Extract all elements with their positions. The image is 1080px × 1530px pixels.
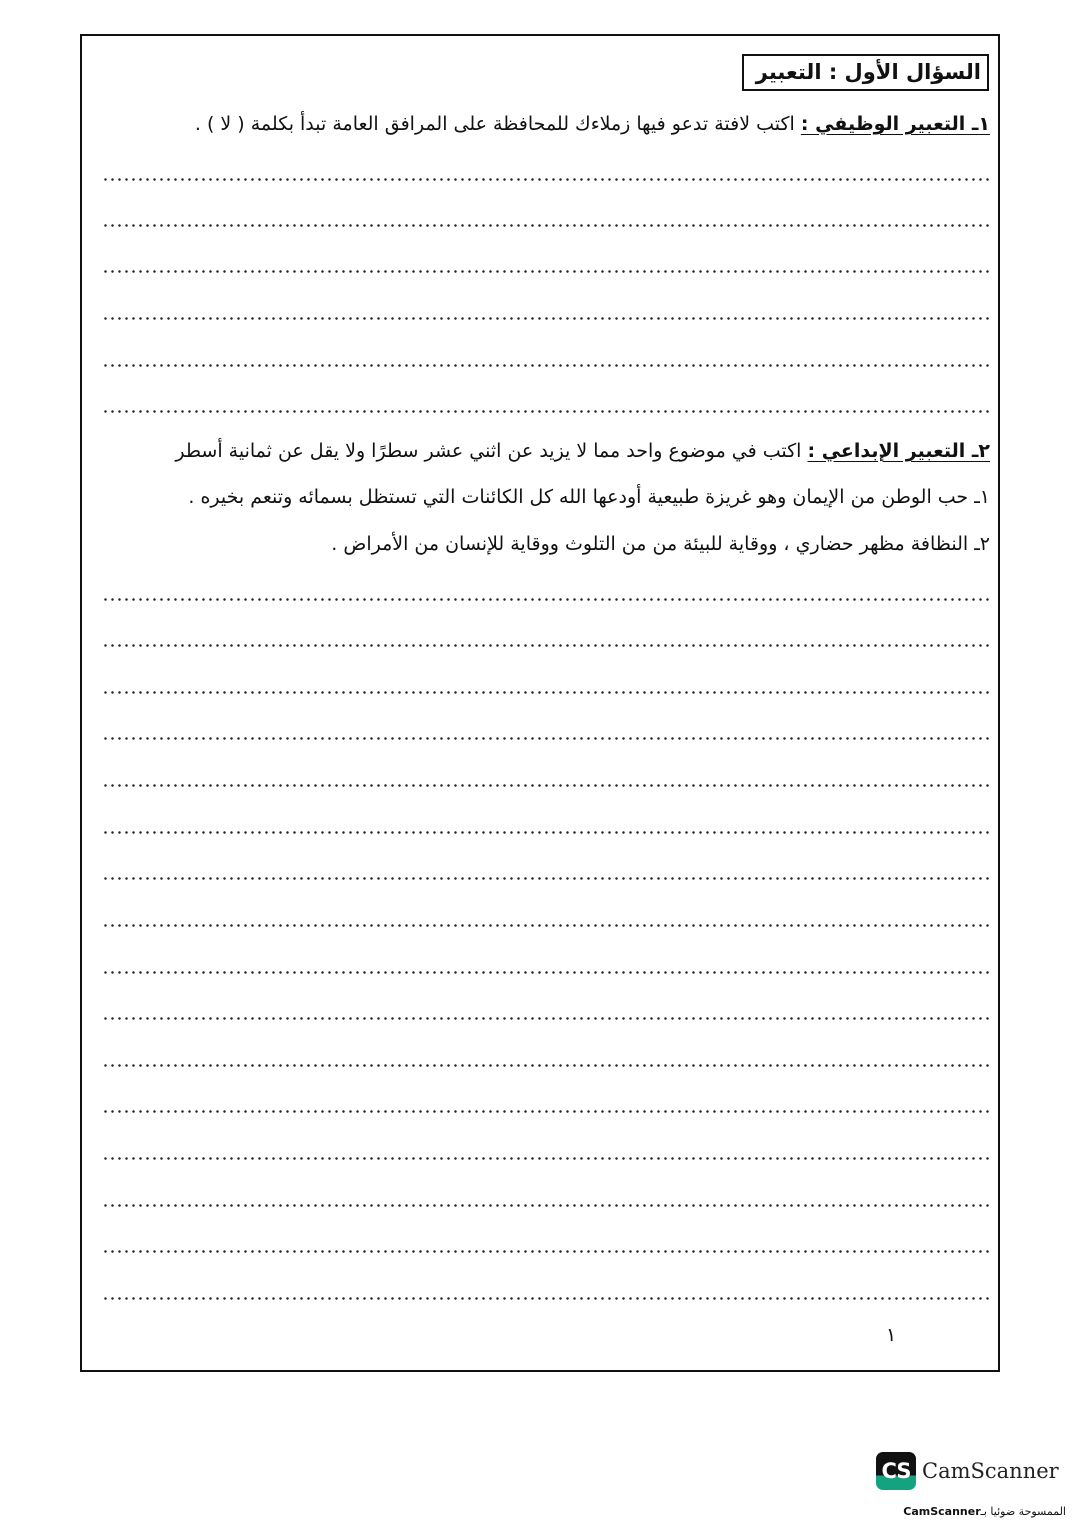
answer-line[interactable] — [102, 1204, 990, 1207]
scanned-prefix: الممسوحة ضوئيا بـ — [980, 1505, 1066, 1518]
answer-line[interactable] — [102, 270, 990, 273]
answer-line[interactable] — [102, 1110, 990, 1113]
answer-line[interactable] — [102, 691, 990, 694]
scanned-brand: CamScanner — [903, 1505, 981, 1518]
section2-instruction: اكتب في موضوع واحد مما لا يزيد عن اثني عشر سطرًا ولا يقل عن ثمانية أسطر — [175, 440, 802, 462]
topic-item: ٢ـ النظافة مظهر حضاري ، ووقاية للبيئة من من التلوث ووقاية للإنسان من الأمراض . — [331, 533, 990, 555]
section1-line — [96, 110, 990, 138]
answer-line[interactable] — [102, 644, 990, 647]
answer-line[interactable] — [102, 1157, 990, 1160]
cs-logo-icon: CS — [876, 1452, 916, 1490]
exam-page-frame — [80, 34, 1000, 1372]
section1-instruction: اكتب لافتة تدعو فيها زملاءك للمحافظة على المرافق العامة تبدأ بكلمة ( لا ) . — [194, 113, 795, 135]
answer-line[interactable] — [102, 1250, 990, 1253]
answer-line[interactable] — [102, 1064, 990, 1067]
question-heading: السؤال الأول : التعبير — [742, 54, 989, 91]
topic-item: ١ـ حب الوطن من الإيمان وهو غريزة طبيعية أودعها الله كل الكائنات التي تستظل بسمائه وتنعم بخيره . — [188, 486, 990, 508]
answer-line[interactable] — [102, 410, 990, 413]
answer-line[interactable] — [102, 364, 990, 367]
answer-line[interactable] — [102, 1297, 990, 1300]
camscanner-logo — [876, 1452, 1059, 1490]
section1-label: ١ـ التعبير الوظيفي : — [800, 113, 990, 135]
answer-line[interactable] — [102, 784, 990, 787]
answer-line[interactable] — [102, 598, 990, 601]
answer-line[interactable] — [102, 178, 990, 181]
scanned-by-note — [903, 1505, 1066, 1518]
answer-line[interactable] — [102, 317, 990, 320]
answer-line[interactable] — [102, 831, 990, 834]
answer-line[interactable] — [102, 224, 990, 227]
answer-line[interactable] — [102, 877, 990, 880]
logo-brand-text: CamScanner — [922, 1459, 1059, 1483]
page-number: ١ — [886, 1324, 897, 1346]
answer-line[interactable] — [102, 1017, 990, 1020]
answer-line[interactable] — [102, 971, 990, 974]
answer-line[interactable] — [102, 737, 990, 740]
section2-line — [96, 437, 990, 465]
section2-label: ٢ـ التعبير الإبداعي : — [807, 440, 990, 462]
answer-line[interactable] — [102, 924, 990, 927]
